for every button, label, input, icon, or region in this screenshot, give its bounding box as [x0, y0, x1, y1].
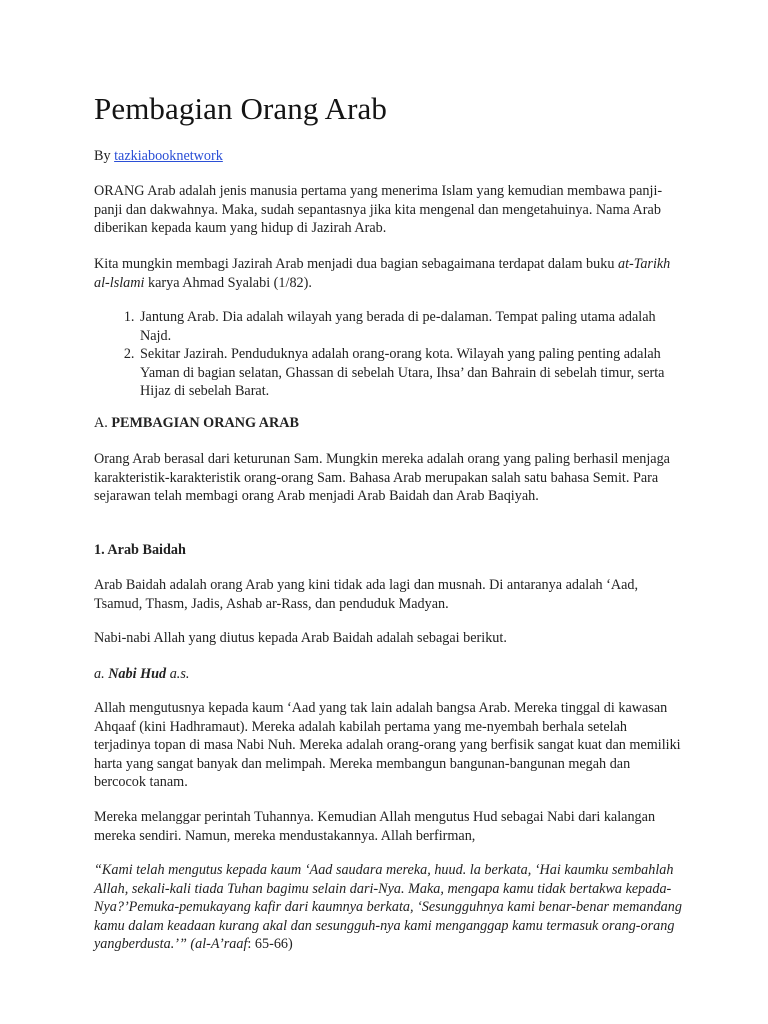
nabi-hud-name: Nabi Hud	[108, 666, 167, 682]
nabi-hud-suffix: a.s.	[166, 666, 190, 682]
book-title: at-Tarikh al-lslami	[94, 256, 671, 291]
division-paragraph	[94, 255, 684, 292]
hud-paragraph-1: Allah mengutusnya kepada kaum ‘Aad yang tak lain adalah bangsa Arab. Mereka tinggal di kawasan Ahqaaf (kini Hadhramaut). Mereka adalah kabilah pertama yang me-nyembah berhala setelah terjadinya topan di masa Nabi Nuh. Mereka adalah orang-orang yang berfisik sangat kuat dan memiliki harta yang sangat banyak dan melimpah. Mereka membangun bangunan-bangunan megah dan bercocok tanam.	[94, 700, 681, 790]
division-text-before: Kita mungkin membagi Jazirah Arab menjadi dua bagian sebagaimana terdapat dalam buku	[94, 256, 618, 272]
section-a-paragraph: Orang Arab berasal dari keturunan Sam. Mungkin mereka adalah orang yang paling berhasil menjaga karakteristik-karakteristik orang-orang Sam. Bahasa Arab merupakan salah satu bahasa Semit. Para sejarawan telah membagi orang Arab menjadi Arab Baidah dan Arab Baqiyah.	[94, 451, 670, 504]
hud-paragraph-2: Mereka melanggar perintah Tuhannya. Kemudian Allah mengutus Hud sebagai Nabi dari kalangan mereka sendiri. Namun, mereka mendustakannya. Allah berfirman,	[94, 809, 656, 844]
quote-text: “Kami telah mengutus kepada kaum ‘Aad saudara mereka, huud. la berkata, ‘Hai kaumku sembahlah Allah, sekali-kali tiada Tuhan bagimu selain dari-Nya. Maka, mengapa kamu tidak bertakwa kepada-Nya?’Pemuka-pemukayang kafir dari kaumnya berkata, ‘Sesungguhnya kami benar-benar memandang kamu dalam keadaan kurang akal dan sesungguh-nya kami menganggap kamu termasuk orang-orang yangberdusta.’” (al-A’raaf	[94, 862, 682, 952]
quran-quote	[94, 861, 684, 954]
baidah-paragraph: Arab Baidah adalah orang Arab yang kini tidak ada lagi dan musnah. Di antaranya adalah ‘Aad, Tsamud, Thasm, Jadis, Ashab ar-Rass, dan penduduk Madyan.	[94, 577, 639, 612]
nabi-hud-prefix: a.	[94, 666, 109, 682]
byline	[94, 147, 684, 166]
section-a-prefix: A.	[94, 415, 112, 431]
intro-paragraph: ORANG Arab adalah jenis manusia pertama yang menerima Islam yang kemudian membawa panji-panji dan dakwahnya. Maka, sudah sepantasnya jika kita mengenal dan mengetahuinya. Nama Arab diberikan kepada kaum yang hidup di Jazirah Arab.	[94, 183, 663, 236]
section-a-heading	[94, 414, 684, 433]
list-item: 1. Jantung Arab. Dia adalah wilayah yang berada di pe-dalaman. Tempat paling utama adalah Najd.	[138, 308, 684, 345]
nabi-hud-heading	[94, 665, 684, 684]
region-list	[94, 308, 684, 401]
subheading-arab-baidah-text: 1. Arab Baidah	[94, 542, 186, 558]
list-item: 2. Sekitar Jazirah. Penduduknya adalah orang-orang kota. Wilayah yang paling penting adalah Yaman di bagian selatan, Ghassan di sebelah Utara, Ihsa’ dan Bahrain di sebelah timur, serta Hijaz di sebelah Barat.	[138, 345, 684, 401]
page-title: Pembagian Orang Arab	[94, 91, 387, 126]
division-text-after: karya Ahmad Syalabi (1/82).	[144, 274, 312, 291]
subheading-arab-baidah	[94, 541, 684, 560]
quote-reference: : 65-66)	[247, 936, 293, 952]
section-a-title: PEMBAGIAN ORANG ARAB	[111, 415, 299, 431]
author-link[interactable]: tazkiabooknetwork	[114, 148, 223, 164]
prophets-paragraph: Nabi-nabi Allah yang diutus kepada Arab Baidah adalah sebagai berikut.	[94, 630, 507, 646]
byline-prefix: By	[94, 148, 115, 164]
